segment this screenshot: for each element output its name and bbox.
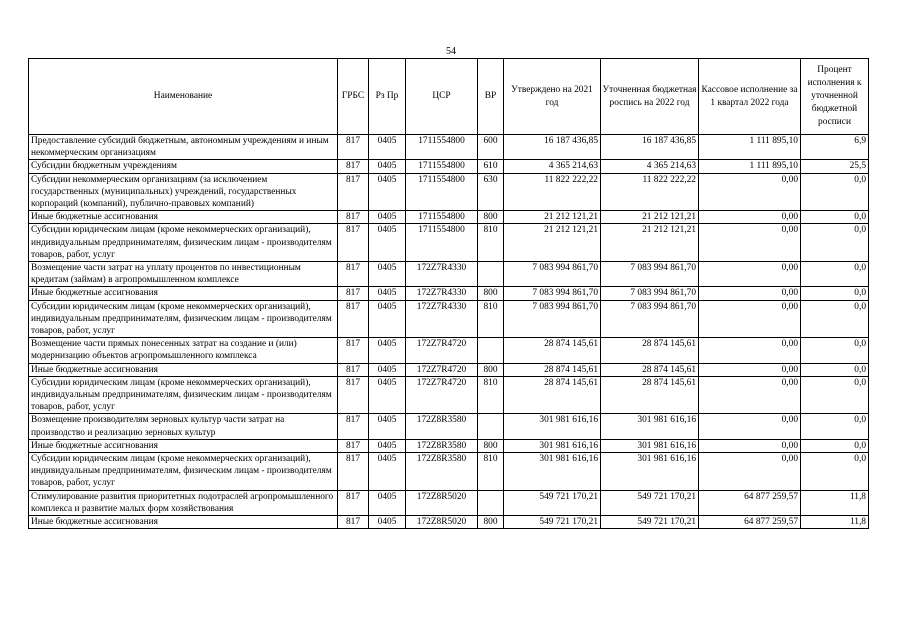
table-header-row — [29, 59, 869, 135]
cell-cash: 0,00 — [699, 173, 801, 211]
table-row — [29, 300, 869, 338]
cell-vr — [478, 262, 504, 287]
cell-percent: 0,0 — [801, 224, 869, 262]
cell-vr: 800 — [478, 363, 504, 376]
cell-name: Субсидии некоммерческим организациям (за исключением государственных (муниципальных) учреждений, государственных корпораций (компаний), публично-правовых компаний) — [29, 173, 338, 211]
table-row — [29, 453, 869, 491]
cell-refined: 549 721 170,21 — [601, 516, 699, 529]
table-row — [29, 211, 869, 224]
cell-percent: 0,0 — [801, 338, 869, 363]
cell-rzpr: 0405 — [369, 439, 406, 452]
cell-rzpr: 0405 — [369, 160, 406, 173]
cell-grbs: 817 — [338, 160, 369, 173]
table-row — [29, 224, 869, 262]
cell-approved: 28 874 145,61 — [504, 338, 601, 363]
table-row — [29, 287, 869, 300]
cell-refined: 7 083 994 861,70 — [601, 287, 699, 300]
cell-approved: 16 187 436,85 — [504, 135, 601, 160]
cell-vr: 630 — [478, 173, 504, 211]
cell-name: Иные бюджетные ассигнования — [29, 287, 338, 300]
cell-percent: 0,0 — [801, 439, 869, 452]
cell-refined: 301 981 616,16 — [601, 453, 699, 491]
cell-approved: 21 212 121,21 — [504, 224, 601, 262]
cell-percent: 6,9 — [801, 135, 869, 160]
header-approved: Утверждено на 2021 год — [504, 59, 601, 135]
cell-percent: 11,8 — [801, 516, 869, 529]
cell-refined: 21 212 121,21 — [601, 211, 699, 224]
cell-name: Предоставление субсидий бюджетным, автономным учреждениям и иным некоммерческим организациям — [29, 135, 338, 160]
cell-grbs: 817 — [338, 414, 369, 439]
cell-vr: 600 — [478, 135, 504, 160]
cell-vr: 800 — [478, 516, 504, 529]
table-body — [29, 135, 869, 529]
cell-csr: 1711554800 — [406, 160, 478, 173]
cell-csr: 172Z7R4330 — [406, 262, 478, 287]
cell-vr — [478, 490, 504, 515]
cell-name: Иные бюджетные ассигнования — [29, 516, 338, 529]
cell-name: Иные бюджетные ассигнования — [29, 363, 338, 376]
cell-vr: 610 — [478, 160, 504, 173]
cell-vr — [478, 414, 504, 439]
cell-rzpr: 0405 — [369, 287, 406, 300]
header-csr: ЦСР — [406, 59, 478, 135]
cell-grbs: 817 — [338, 287, 369, 300]
cell-approved: 28 874 145,61 — [504, 376, 601, 414]
cell-refined: 301 981 616,16 — [601, 439, 699, 452]
page-number: 54 — [446, 46, 456, 57]
cell-csr: 172Z8R5020 — [406, 516, 478, 529]
cell-approved: 4 365 214,63 — [504, 160, 601, 173]
cell-percent: 25,5 — [801, 160, 869, 173]
table-row — [29, 516, 869, 529]
table-row — [29, 376, 869, 414]
cell-csr: 1711554800 — [406, 173, 478, 211]
cell-rzpr: 0405 — [369, 262, 406, 287]
cell-csr: 172Z8R3580 — [406, 414, 478, 439]
cell-refined: 301 981 616,16 — [601, 414, 699, 439]
cell-cash: 0,00 — [699, 262, 801, 287]
cell-percent: 11,8 — [801, 490, 869, 515]
cell-cash: 64 877 259,57 — [699, 490, 801, 515]
table-row — [29, 160, 869, 173]
cell-percent: 0,0 — [801, 262, 869, 287]
cell-rzpr: 0405 — [369, 490, 406, 515]
cell-approved: 301 981 616,16 — [504, 414, 601, 439]
header-grbs: ГРБС — [338, 59, 369, 135]
cell-refined: 28 874 145,61 — [601, 376, 699, 414]
cell-refined: 28 874 145,61 — [601, 363, 699, 376]
header-percent: Процент исполнения к уточненной бюджетной росписи — [801, 59, 869, 135]
cell-grbs: 817 — [338, 173, 369, 211]
cell-cash: 0,00 — [699, 300, 801, 338]
cell-grbs: 817 — [338, 135, 369, 160]
cell-csr: 172Z7R4720 — [406, 363, 478, 376]
cell-csr: 1711554800 — [406, 211, 478, 224]
cell-cash: 0,00 — [699, 224, 801, 262]
cell-approved: 549 721 170,21 — [504, 490, 601, 515]
cell-refined: 16 187 436,85 — [601, 135, 699, 160]
cell-vr: 800 — [478, 287, 504, 300]
cell-grbs: 817 — [338, 363, 369, 376]
cell-vr — [478, 338, 504, 363]
cell-cash: 0,00 — [699, 338, 801, 363]
header-vr: ВР — [478, 59, 504, 135]
cell-rzpr: 0405 — [369, 376, 406, 414]
cell-percent: 0,0 — [801, 211, 869, 224]
cell-cash: 1 111 895,10 — [699, 135, 801, 160]
cell-grbs: 817 — [338, 439, 369, 452]
cell-approved: 28 874 145,61 — [504, 363, 601, 376]
cell-percent: 0,0 — [801, 363, 869, 376]
table-row — [29, 262, 869, 287]
cell-approved: 7 083 994 861,70 — [504, 300, 601, 338]
cell-vr: 810 — [478, 453, 504, 491]
cell-rzpr: 0405 — [369, 338, 406, 363]
header-cash: Кассовое исполнение за 1 квартал 2022 года — [699, 59, 801, 135]
cell-refined: 549 721 170,21 — [601, 490, 699, 515]
cell-csr: 172Z8R3580 — [406, 453, 478, 491]
cell-approved: 301 981 616,16 — [504, 439, 601, 452]
cell-name: Субсидии бюджетным учреждениям — [29, 160, 338, 173]
cell-percent: 0,0 — [801, 300, 869, 338]
cell-rzpr: 0405 — [369, 516, 406, 529]
cell-refined: 7 083 994 861,70 — [601, 262, 699, 287]
cell-rzpr: 0405 — [369, 173, 406, 211]
cell-rzpr: 0405 — [369, 135, 406, 160]
cell-percent: 0,0 — [801, 414, 869, 439]
cell-approved: 21 212 121,21 — [504, 211, 601, 224]
cell-refined: 4 365 214,63 — [601, 160, 699, 173]
header-name: Наименование — [29, 59, 338, 135]
cell-name: Возмещение части прямых понесенных затрат на создание и (или) модернизацию объектов агропромышленного комплекса — [29, 338, 338, 363]
cell-approved: 549 721 170,21 — [504, 516, 601, 529]
cell-grbs: 817 — [338, 490, 369, 515]
cell-csr: 172Z7R4330 — [406, 287, 478, 300]
cell-vr: 800 — [478, 439, 504, 452]
header-refined: Уточненная бюджетная роспись на 2022 год — [601, 59, 699, 135]
cell-cash: 0,00 — [699, 453, 801, 491]
cell-approved: 11 822 222,22 — [504, 173, 601, 211]
cell-vr: 800 — [478, 211, 504, 224]
table-row — [29, 439, 869, 452]
cell-grbs: 817 — [338, 453, 369, 491]
cell-csr: 172Z7R4720 — [406, 338, 478, 363]
cell-cash: 64 877 259,57 — [699, 516, 801, 529]
cell-grbs: 817 — [338, 338, 369, 363]
cell-grbs: 817 — [338, 300, 369, 338]
cell-name: Стимулирование развития приоритетных подотраслей агропромышленного комплекса и развитие малых форм хозяйствования — [29, 490, 338, 515]
header-rzpr: Рз Пр — [369, 59, 406, 135]
cell-name: Субсидии юридическим лицам (кроме некоммерческих организаций), индивидуальным предпринимателям, физическим лицам - производителям товаров, работ, услуг — [29, 453, 338, 491]
cell-grbs: 817 — [338, 262, 369, 287]
table-row — [29, 363, 869, 376]
cell-percent: 0,0 — [801, 287, 869, 300]
cell-name: Субсидии юридическим лицам (кроме некоммерческих организаций), индивидуальным предпринимателям, физическим лицам - производителям товаров, работ, услуг — [29, 224, 338, 262]
cell-percent: 0,0 — [801, 376, 869, 414]
cell-name: Возмещение части затрат на уплату процентов по инвестиционным кредитам (займам) в агропромышленном комплексе — [29, 262, 338, 287]
table-row — [29, 338, 869, 363]
cell-approved: 7 083 994 861,70 — [504, 287, 601, 300]
cell-csr: 172Z7R4720 — [406, 376, 478, 414]
table-row — [29, 135, 869, 160]
cell-cash: 0,00 — [699, 414, 801, 439]
cell-grbs: 817 — [338, 376, 369, 414]
cell-grbs: 817 — [338, 224, 369, 262]
cell-cash: 0,00 — [699, 287, 801, 300]
cell-csr: 172Z8R3580 — [406, 439, 478, 452]
cell-vr: 810 — [478, 224, 504, 262]
cell-vr: 810 — [478, 376, 504, 414]
budget-table — [28, 58, 869, 529]
cell-approved: 7 083 994 861,70 — [504, 262, 601, 287]
cell-name: Субсидии юридическим лицам (кроме некоммерческих организаций), индивидуальным предпринимателям, физическим лицам - производителям товаров, работ, услуг — [29, 300, 338, 338]
cell-rzpr: 0405 — [369, 211, 406, 224]
cell-percent: 0,0 — [801, 453, 869, 491]
cell-csr: 1711554800 — [406, 224, 478, 262]
cell-name: Иные бюджетные ассигнования — [29, 439, 338, 452]
cell-grbs: 817 — [338, 516, 369, 529]
cell-percent: 0,0 — [801, 173, 869, 211]
cell-rzpr: 0405 — [369, 414, 406, 439]
cell-cash: 0,00 — [699, 211, 801, 224]
cell-rzpr: 0405 — [369, 363, 406, 376]
cell-name: Иные бюджетные ассигнования — [29, 211, 338, 224]
cell-name: Возмещение производителям зерновых культур части затрат на производство и реализацию зерновых культур — [29, 414, 338, 439]
cell-csr: 172Z7R4330 — [406, 300, 478, 338]
cell-name: Субсидии юридическим лицам (кроме некоммерческих организаций), индивидуальным предпринимателям, физическим лицам - производителям товаров, работ, услуг — [29, 376, 338, 414]
cell-refined: 7 083 994 861,70 — [601, 300, 699, 338]
cell-csr: 1711554800 — [406, 135, 478, 160]
cell-grbs: 817 — [338, 211, 369, 224]
cell-refined: 21 212 121,21 — [601, 224, 699, 262]
cell-refined: 11 822 222,22 — [601, 173, 699, 211]
table-row — [29, 173, 869, 211]
table-row — [29, 490, 869, 515]
cell-cash: 0,00 — [699, 439, 801, 452]
cell-cash: 0,00 — [699, 376, 801, 414]
cell-rzpr: 0405 — [369, 224, 406, 262]
cell-cash: 1 111 895,10 — [699, 160, 801, 173]
cell-refined: 28 874 145,61 — [601, 338, 699, 363]
cell-vr: 810 — [478, 300, 504, 338]
cell-rzpr: 0405 — [369, 453, 406, 491]
cell-cash: 0,00 — [699, 363, 801, 376]
cell-rzpr: 0405 — [369, 300, 406, 338]
cell-approved: 301 981 616,16 — [504, 453, 601, 491]
table-row — [29, 414, 869, 439]
cell-csr: 172Z8R5020 — [406, 490, 478, 515]
